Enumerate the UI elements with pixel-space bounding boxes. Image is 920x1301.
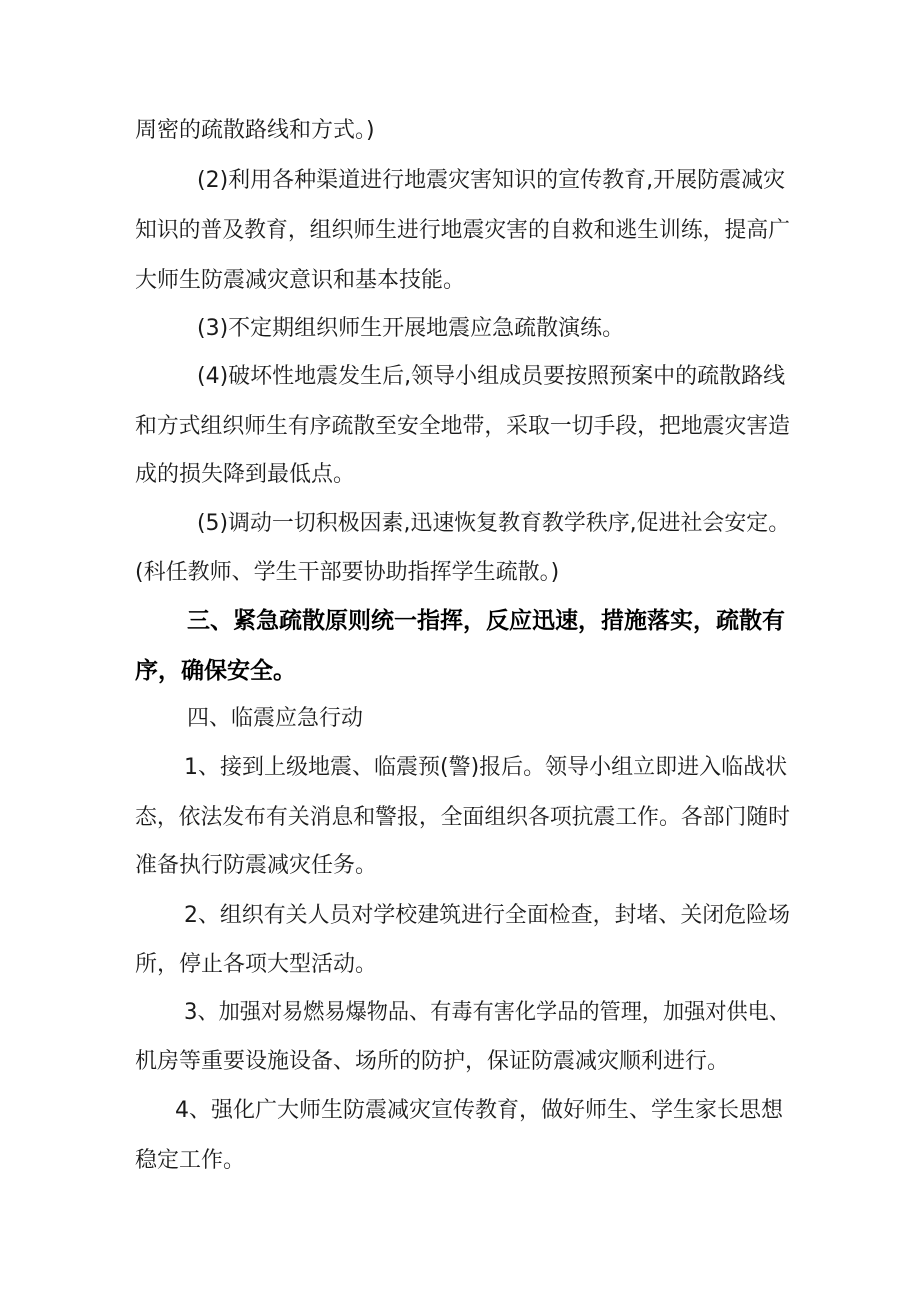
text-line: 准备执行防震减灾任务。 bbox=[135, 853, 378, 878]
section-heading-3-cont: 序，确保安全。 bbox=[135, 658, 296, 684]
text-line: 所，停止各项大型活动。 bbox=[135, 952, 378, 977]
text-line: 3、加强对易燃易爆物品、有毒有害化学品的管理，加强对供电、 bbox=[184, 1000, 790, 1025]
text-line: 态，依法发布有关消息和警报，全面组织各项抗震工作。各部门随时 bbox=[135, 805, 790, 830]
section-heading-3: 三、紧急疏散原则统一指挥，反应迅速，措施落实，疏散有 bbox=[187, 608, 785, 634]
text-line: 和方式组织师生有序疏散至安全地带，采取一切手段，把地震灾害造 bbox=[135, 414, 790, 439]
text-line: (4)破坏性地震发生后,领导小组成员要按照预案中的疏散路线 bbox=[197, 364, 786, 389]
text-line: 稳定工作。 bbox=[135, 1148, 246, 1173]
text-line: 知识的普及教育，组织师生进行地震灾害的自救和逃生训练，提高广 bbox=[135, 218, 790, 243]
text-line: (3)不定期组织师生开展地震应急疏散演练。 bbox=[197, 316, 625, 341]
section-heading-4: 四、临震应急行动 bbox=[187, 706, 364, 731]
text-line: (科任教师、学生干部要协助指挥学生疏散。) bbox=[135, 560, 560, 585]
text-line: (2)利用各种渠道进行地震灾害知识的宣传教育,开展防震减灾 bbox=[197, 168, 786, 193]
text-line: 1、接到上级地震、临震预(警)报后。领导小组立即进入临战状 bbox=[184, 755, 788, 780]
text-line: 大师生防震减灾意识和基本技能。 bbox=[135, 268, 466, 293]
text-line: 成的损失降到最低点。 bbox=[135, 462, 356, 487]
text-line: 4、强化广大师生防震减灾宣传教育，做好师生、学生家长思想 bbox=[175, 1098, 783, 1123]
text-line: 2、组织有关人员对学校建筑进行全面检查，封堵、关闭危险场 bbox=[184, 903, 790, 928]
text-line: (5)调动一切积极因素,迅速恢复教育教学秩序,促进社会安定。 bbox=[197, 511, 791, 536]
text-line: 机房等重要设施设备、场所的防护，保证防震减灾顺利进行。 bbox=[135, 1049, 730, 1074]
text-line: 周密的疏散路线和方式。) bbox=[135, 118, 375, 143]
